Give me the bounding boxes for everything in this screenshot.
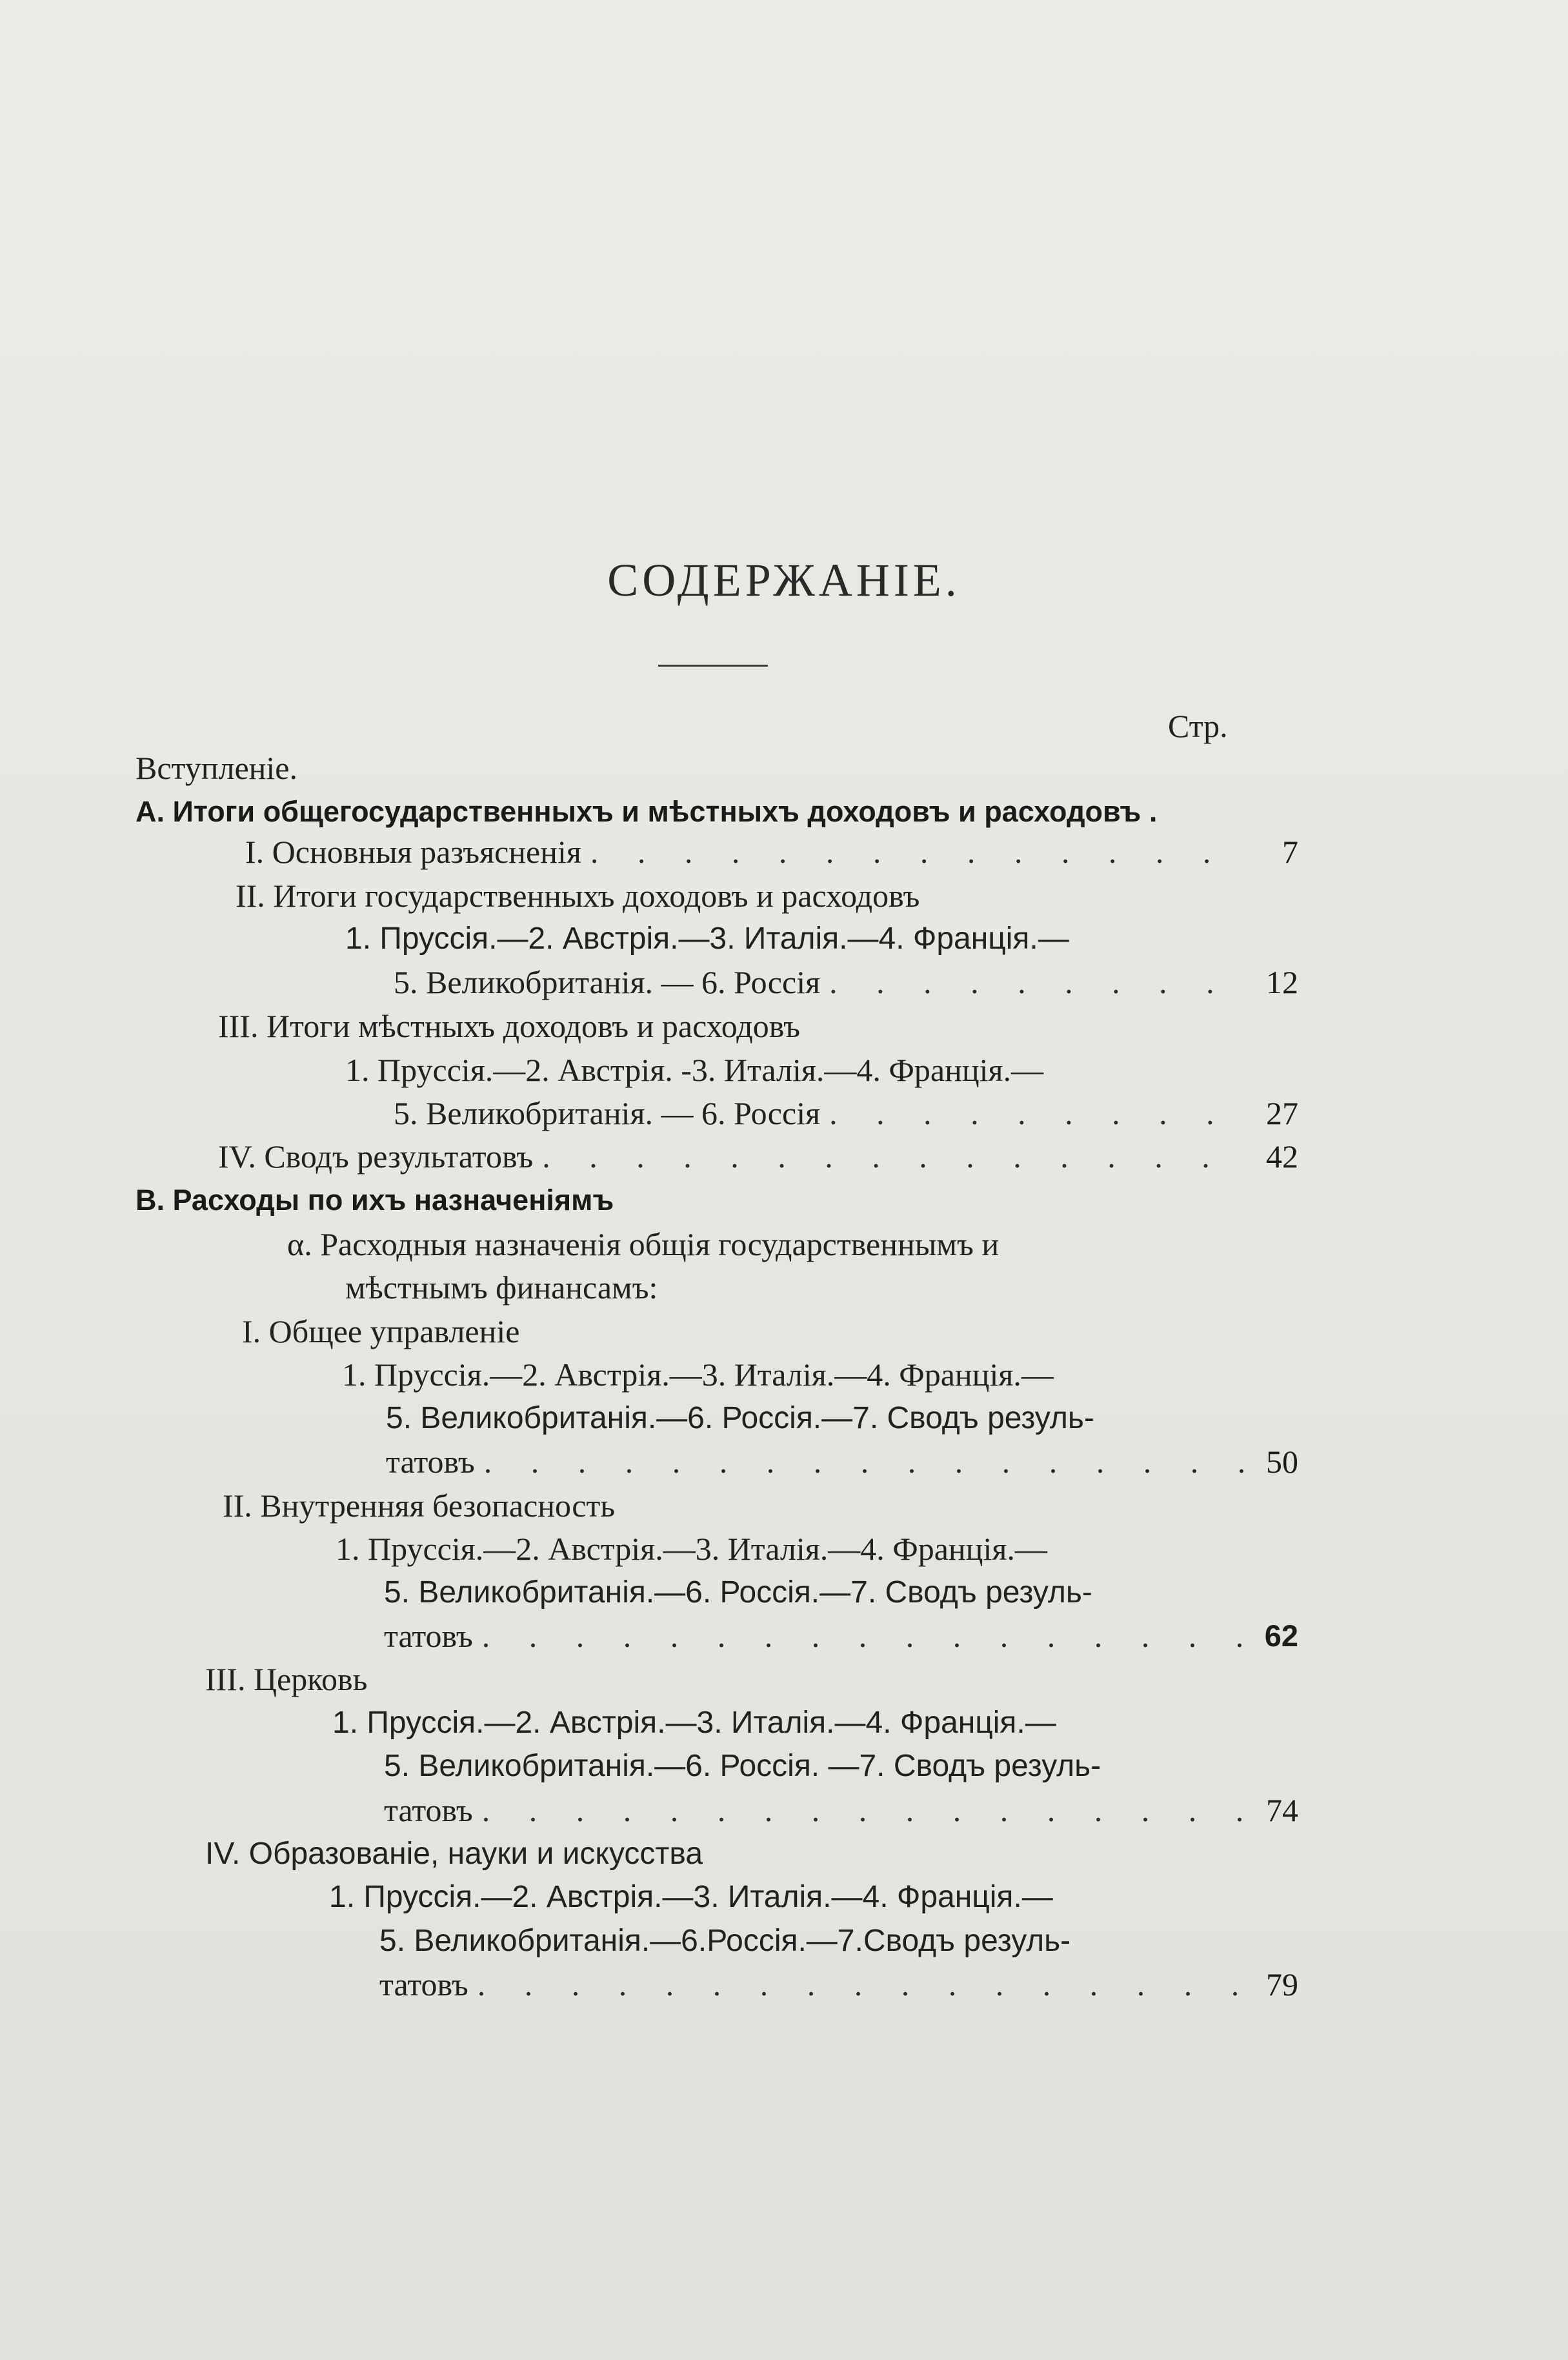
toc-entry-b3-line2: 5. Великобританія.—6. Россія. —7. Сводъ резуль- [384,1749,1101,1783]
toc-intro: Вступленіе. [136,750,297,786]
toc-alpha-line2: мѣстнымъ финансамъ: [345,1269,658,1306]
dot-leader [542,1137,1245,1176]
toc-entry-text: IV. Сводъ результатовъ [218,1138,534,1175]
toc-entry-b4-line2: 5. Великобританія.—6.Россія.—7.Сводъ резуль- [379,1924,1071,1958]
dot-leader [829,1094,1245,1133]
toc-entry-a2-line2 [394,963,1294,1002]
toc-entry-b4-heading: IV. Образованіе, науки и искусства [205,1837,703,1871]
toc-entry-a3-heading: III. Итоги мѣстныхъ доходовъ и расходовъ [218,1008,800,1044]
toc-entry-text: татовъ [386,1444,475,1480]
toc-entry-a2-line1: 1. Пруссія.—2. Австрія.—3. Италія.—4. Франція.— [345,922,1069,956]
toc-entry-a2-heading: II. Итоги государственныхъ доходовъ и расходовъ [236,878,920,914]
toc-entry-b1-line2: 5. Великобританія.—6. Россія.—7. Сводъ резуль- [386,1401,1094,1435]
toc-entry-b1-line1: 1. Пруссія.—2. Австрія.—3. Италія.—4. Франція.— [342,1356,1054,1393]
toc-entry-b4-line1: 1. Пруссія.—2. Австрія.—3. Италія.—4. Франція.— [329,1880,1053,1914]
dot-leader [482,1617,1245,1655]
toc-entry-b1-line3 [386,1442,1294,1481]
toc-section-a: А. Итоги общегосударственныхъ и мѣстныхъ доходовъ и расходовъ . [136,795,1158,828]
toc-entry-a4 [218,1137,1294,1176]
dot-leader [590,832,1245,871]
toc-section-b: В. Расходы по ихъ назначеніямъ [136,1184,614,1216]
toc-entry-text: татовъ [379,1966,468,2002]
page-column-label: Стр. [1168,708,1228,744]
toc-page-number: 79 [1266,1966,1298,2002]
toc-entry-a1 [245,832,1294,871]
toc-entry-b2-heading: II. Внутренняя безопасность [223,1488,616,1524]
toc-page-number: 27 [1266,1095,1298,1131]
toc-entry-text: 5. Великобританія. — 6. Россія [394,964,821,1000]
toc-entry-b2-line3 [384,1617,1294,1655]
toc-entry-b3-line3 [384,1791,1294,1830]
toc-entry-b2-line2: 5. Великобританія.—6. Россія.—7. Сводъ резуль- [384,1575,1092,1609]
dot-leader [484,1442,1245,1481]
toc-entry-a3-line1: 1. Пруссія.—2. Австрія. -3. Италія.—4. Франція.— [345,1052,1043,1088]
dot-leader [829,963,1245,1002]
toc-page-number: 42 [1266,1138,1298,1175]
toc-entry-text: I. Основныя разъясненія [245,834,581,870]
toc-entry-text: татовъ [384,1618,473,1654]
toc-entry-a3-line2 [394,1094,1294,1133]
toc-entry-b2-line1: 1. Пруссія.—2. Австрія.—3. Италія.—4. Франція.— [336,1531,1047,1567]
toc-entry-text: 5. Великобританія. — 6. Россія [394,1095,821,1131]
toc-page-number: 50 [1266,1444,1298,1480]
dot-leader [477,1965,1245,2004]
toc-page-number: 12 [1266,964,1298,1000]
toc-page-number: 62 [1264,1619,1298,1653]
page-title: СОДЕРЖАНІЕ. [607,554,961,606]
toc-entry-b3-line1: 1. Пруссія.—2. Австрія.—3. Италія.—4. Франція.— [332,1706,1056,1740]
toc-page-number: 74 [1266,1792,1298,1828]
toc-entry-b1-heading: I. Общее управленіе [242,1313,520,1349]
toc-alpha-line1: α. Расходныя назначенія общія государственнымъ и [287,1226,1000,1262]
toc-page-number: 7 [1282,834,1298,870]
toc-entry-b4-line3 [379,1965,1294,2004]
dot-leader [482,1791,1245,1830]
toc-entry-b3-heading: III. Церковь [205,1661,368,1697]
toc-entry-text: татовъ [384,1792,473,1828]
title-divider [658,665,768,667]
